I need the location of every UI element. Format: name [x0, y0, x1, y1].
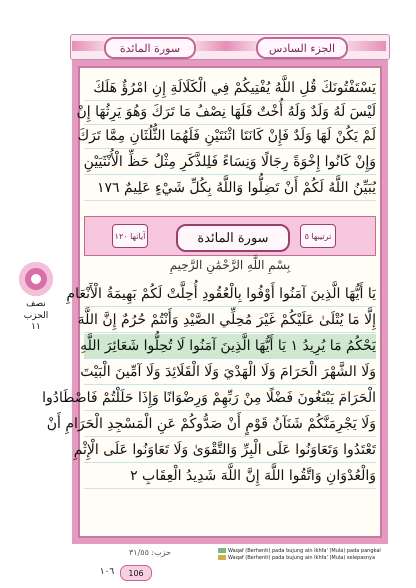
page-number: 106 [128, 568, 144, 578]
footer-hizb-label: حزب: ٣١/٥٥ [128, 548, 172, 557]
page-number-badge [120, 565, 152, 581]
header-ornament [196, 41, 256, 51]
legend-swatch [218, 555, 226, 560]
verse-line: الْحَرَامَ يَبْتَغُونَ فَضْلًا مِنْ رَبِّهِمْ وَرِضْوَانًا وَإِذَا حَلَلْتُمْ فَاصْطَادُوا [84, 386, 376, 411]
verse-line: وَالْعُدْوَانِ وَاتَّقُوا اللَّهَ إِنَّ اللَّهَ شَدِيدُ الْعِقَابِ ٢ [84, 464, 376, 489]
verse-line: يَا أَيُّهَا الَّذِينَ آمَنُوا أَوْفُوا بِالْعُقُودِ أُحِلَّتْ لَكُمْ بَهِيمَةُ الْأَنْعَامِ [84, 282, 376, 307]
hizb-label: نصف الحزب [23, 299, 49, 321]
header-ornament [72, 41, 104, 51]
header-ornament [348, 41, 386, 51]
legend-swatch [218, 548, 226, 553]
verse-line: يَسْتَفْتُونَكَ قُلِ اللَّهُ يُفْتِيكُمْ فِي الْكَلَالَةِ إِنِ امْرُؤٌ هَلَكَ [84, 76, 376, 101]
verse-line: لَيْسَ لَهُ وَلَدٌ وَلَهُ أُخْتٌ فَلَهَا نِصْفُ مَا تَرَكَ وَهُوَ يَرِثُهَا إِنْ [84, 100, 376, 125]
verse-line: إِلَّا مَا يُتْلَىٰ عَلَيْكُمْ غَيْرَ مُحِلِّي الصَّيْدِ وَأَنْتُمْ حُرُمٌ إِنَّ اللَّهَ [84, 308, 376, 333]
hizb-marker [14, 262, 58, 334]
bismillah: بِسْمِ اللَّهِ الرَّحْمَٰنِ الرَّحِيمِ [169, 258, 291, 272]
verse-line: يُبَيِّنُ اللَّهُ لَكُمْ أَنْ تَضِلُّوا وَاللَّهُ بِكُلِّ شَيْءٍ عَلِيمٌ ١٧٦ [84, 176, 376, 201]
hizb-number: ١١ [31, 322, 41, 332]
hizb-flower-icon [19, 262, 53, 296]
legend-text: Waqaf (Berhenti) pada bujung ain Ikhfa' (Mula) pada pangkal [228, 548, 381, 554]
surah-order-info: ترتيبها ٥ [300, 224, 336, 248]
verse-line: يَحْكُمُ مَا يُرِيدُ ١ يَا أَيُّهَا الَّذِينَ آمَنُوا لَا تُحِلُّوا شَعَائِرَ اللَّهِ [84, 334, 376, 359]
verse-line: وَإِنْ كَانُوا إِخْوَةً رِجَالًا وَنِسَاءً فَلِلذَّكَرِ مِثْلُ حَظِّ الْأُنْثَيَيْنِ [84, 150, 376, 175]
verse-line: وَلَا يَجْرِمَنَّكُمْ شَنَآنُ قَوْمٍ أَنْ صَدُّوكُمْ عَنِ الْمَسْجِدِ الْحَرَامِ أَنْ [84, 412, 376, 437]
juz-header-label: الجزء السادس [256, 37, 348, 59]
surah-header-label: سورة المائدة [104, 37, 196, 59]
legend-item [218, 555, 388, 562]
legend-item [218, 548, 388, 555]
legend-text: Waqaf (Berhenti) pada bujung ain Ikhfa' (Mula) selepasnya [228, 555, 376, 561]
page-number-arabic: ١٠٦ [99, 567, 115, 577]
footer-legend [218, 548, 388, 570]
surah-ayah-count-info: آياتها ١٢٠ [112, 224, 148, 248]
verse-line: وَلَا الشَّهْرَ الْحَرَامَ وَلَا الْهَدْيَ وَلَا الْقَلَائِدَ وَلَا آمِّينَ الْبَيْتَ [84, 360, 376, 385]
verse-line: تَعْتَدُوا وَتَعَاوَنُوا عَلَى الْبِرِّ وَالتَّقْوَىٰ وَلَا تَعَاوَنُوا عَلَى الْإِثْمِ [84, 438, 376, 463]
surah-title: سورة المائدة [176, 224, 290, 252]
verse-line: لَمْ يَكُنْ لَهَا وَلَدٌ فَإِنْ كَانَتَا اثْنَتَيْنِ فَلَهُمَا الثُّلُثَانِ مِمَّا تَرَكَ [84, 124, 376, 149]
